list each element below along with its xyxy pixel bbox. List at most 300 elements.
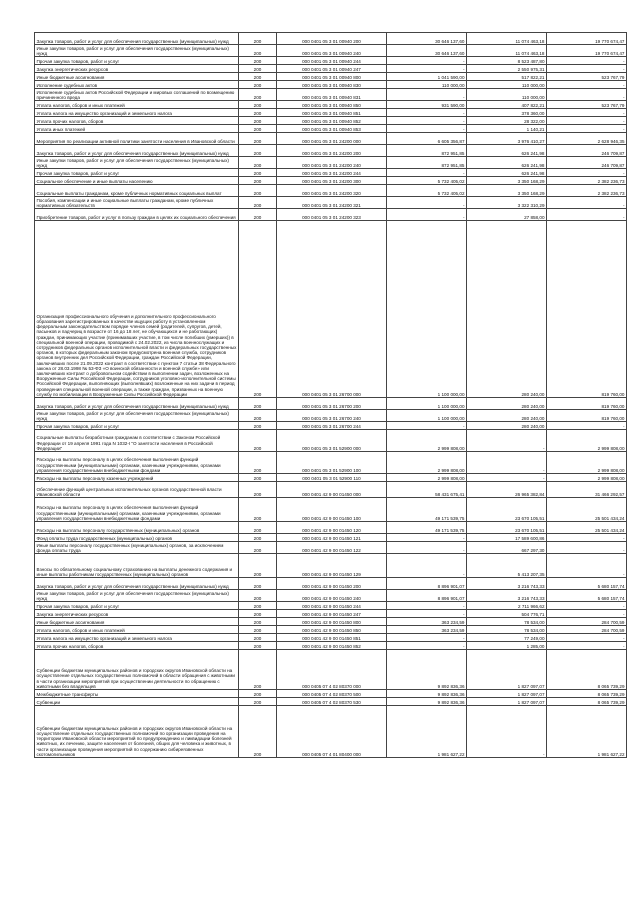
table-row: [35, 101, 627, 109]
row-name-cell: Приобретение товаров, работ и услуг в пользу граждан в целях их социального обеспечения: [35, 209, 239, 221]
row-approved-amount-cell: -: [387, 89, 467, 101]
row-executed-amount-cell: 26 965 382,84: [467, 482, 547, 498]
row-line-code-cell: 200: [239, 57, 277, 65]
row-classification-code-cell: 000 0401 05 3 01 00940 247: [277, 65, 387, 73]
row-unexecuted-amount-cell: -: [547, 610, 627, 618]
row-line-code-cell: 200: [239, 133, 277, 145]
row-executed-amount-cell: 3 976 410,27: [467, 133, 547, 145]
row-line-code-cell: 200: [239, 554, 277, 578]
row-executed-amount-cell: 667 297,30: [467, 542, 547, 554]
row-name-cell: Иные закупки товаров, работ и услуг для обеспечения государственных (муниципальных) нужд: [35, 410, 239, 422]
table-row: [35, 177, 627, 185]
row-unexecuted-amount-cell: 25 501 434,24: [547, 498, 627, 522]
row-approved-amount-cell: 363 234,59: [387, 618, 467, 626]
row-classification-code-cell: 000 0401 05 3 01 52900 110: [277, 474, 387, 482]
table-row: [35, 410, 627, 422]
row-approved-amount-cell: -: [387, 422, 467, 430]
row-line-code-cell: 200: [239, 65, 277, 73]
row-classification-code-cell: 000 0401 42 9 00 01450 240: [277, 590, 387, 602]
table-row: [35, 81, 627, 89]
row-name-cell: Закупка энергетических ресурсов: [35, 610, 239, 618]
table-row: [35, 57, 627, 65]
table-row: [35, 45, 627, 57]
row-line-code-cell: 200: [239, 698, 277, 706]
row-executed-amount-cell: 27 858,00: [467, 209, 547, 221]
table-row: [35, 109, 627, 117]
row-approved-amount-cell: 9 892 836,36: [387, 698, 467, 706]
row-name-cell: Расходы на выплаты персоналу в целях обеспечения выполнения функций государственными (муниципальными) органами, казенными учреждениями, органами управления государственными внебюджетными фондами: [35, 498, 239, 522]
row-name-cell: Исполнение судебных актов Российской Федерации и мировых соглашений по возмещению причиненного вреда: [35, 89, 239, 101]
row-line-code-cell: 200: [239, 197, 277, 209]
row-unexecuted-amount-cell: 523 767,79: [547, 73, 627, 81]
row-name-cell: Социальные выплаты безработным гражданам в соответствии с Законом Российской Федерации от 19 апреля 1991 года N 1032-I "О занятости населения в Российской Федерации": [35, 430, 239, 452]
row-executed-amount-cell: 280 240,00: [467, 422, 547, 430]
row-line-code-cell: 200: [239, 690, 277, 698]
table-row: [35, 73, 627, 81]
row-approved-amount-cell: -: [387, 542, 467, 554]
row-executed-amount-cell: 78 534,00: [467, 618, 547, 626]
row-classification-code-cell: 000 0401 42 9 00 01450 850: [277, 626, 387, 634]
row-classification-code-cell: 000 0401 42 9 00 01450 244: [277, 602, 387, 610]
row-line-code-cell: 200: [239, 610, 277, 618]
row-executed-amount-cell: 626 241,98: [467, 145, 547, 157]
row-line-code-cell: 200: [239, 209, 277, 221]
table-row: [35, 65, 627, 73]
row-approved-amount-cell: -: [387, 109, 467, 117]
row-line-code-cell: 200: [239, 482, 277, 498]
row-classification-code-cell: 000 0401 05 3 01 00940 244: [277, 57, 387, 65]
row-approved-amount-cell: -: [387, 197, 467, 209]
row-executed-amount-cell: 280 240,00: [467, 410, 547, 422]
row-executed-amount-cell: -: [467, 706, 547, 758]
table-row: [35, 626, 627, 634]
row-unexecuted-amount-cell: -: [547, 634, 627, 642]
row-line-code-cell: 200: [239, 422, 277, 430]
row-name-cell: Социальные выплаты гражданам, кроме публичных нормативных социальных выплат: [35, 185, 239, 197]
row-unexecuted-amount-cell: -: [547, 642, 627, 650]
row-line-code-cell: 200: [239, 81, 277, 89]
row-approved-amount-cell: 30 646 137,60: [387, 45, 467, 57]
row-unexecuted-amount-cell: -: [547, 534, 627, 542]
row-approved-amount-cell: -: [387, 642, 467, 650]
row-executed-amount-cell: 280 240,00: [467, 398, 547, 410]
row-approved-amount-cell: 1 041 590,00: [387, 73, 467, 81]
row-unexecuted-amount-cell: -: [547, 554, 627, 578]
row-classification-code-cell: 000 0401 05 3 01 00940 831: [277, 89, 387, 101]
table-row: [35, 169, 627, 177]
row-unexecuted-amount-cell: 2 999 808,00: [547, 474, 627, 482]
table-row: [35, 634, 627, 642]
row-executed-amount-cell: 3 216 743,33: [467, 578, 547, 590]
row-executed-amount-cell: 1 285,00: [467, 642, 547, 650]
row-line-code-cell: 200: [239, 45, 277, 57]
table-row: [35, 698, 627, 706]
row-executed-amount-cell: 3 350 168,29: [467, 177, 547, 185]
row-executed-amount-cell: 407 822,21: [467, 101, 547, 109]
table-row: [35, 498, 627, 522]
row-unexecuted-amount-cell: 5 680 157,74: [547, 578, 627, 590]
row-unexecuted-amount-cell: 2 382 236,73: [547, 185, 627, 197]
row-approved-amount-cell: -: [387, 554, 467, 578]
row-classification-code-cell: 000 0401 05 3 01 24200 300: [277, 177, 387, 185]
row-name-cell: Иные выплаты персоналу государственных (муниципальных) органов, за исключением фонда оплаты труда: [35, 542, 239, 554]
row-name-cell: Межбюджетные трансферты: [35, 690, 239, 698]
row-classification-code-cell: 000 0401 05 3 01 24200 323: [277, 209, 387, 221]
row-executed-amount-cell: 3 216 743,33: [467, 590, 547, 602]
table-row: [35, 221, 627, 398]
row-approved-amount-cell: 1 100 000,00: [387, 410, 467, 422]
row-executed-amount-cell: 77 249,00: [467, 634, 547, 642]
row-line-code-cell: 200: [239, 634, 277, 642]
row-unexecuted-amount-cell: 19 770 674,47: [547, 45, 627, 57]
row-name-cell: Расходы на выплаты персоналу государственных (муниципальных) органов: [35, 522, 239, 534]
table-row: [35, 650, 627, 690]
row-unexecuted-amount-cell: 523 767,79: [547, 101, 627, 109]
row-approved-amount-cell: 9 892 836,36: [387, 690, 467, 698]
row-classification-code-cell: 000 0401 05 3 01 26700 000: [277, 221, 387, 398]
table-row: [35, 554, 627, 578]
row-executed-amount-cell: 28 322,00: [467, 117, 547, 125]
row-unexecuted-amount-cell: -: [547, 89, 627, 101]
table-row: [35, 33, 627, 45]
row-classification-code-cell: 000 0401 42 9 00 01450 247: [277, 610, 387, 618]
row-name-cell: Иные закупки товаров, работ и услуг для обеспечения государственных (муниципальных) нужд: [35, 157, 239, 169]
row-unexecuted-amount-cell: 246 709,87: [547, 157, 627, 169]
row-classification-code-cell: 000 0405 07 4 02 80370 530: [277, 698, 387, 706]
row-approved-amount-cell: 5 732 405,02: [387, 185, 467, 197]
row-line-code-cell: 200: [239, 642, 277, 650]
table-row: [35, 117, 627, 125]
table-row: [35, 610, 627, 618]
row-name-cell: Закупка товаров, работ и услуг для обеспечения государственных (муниципальных) нужд: [35, 398, 239, 410]
row-classification-code-cell: 000 0401 05 3 01 00940 851: [277, 109, 387, 117]
row-unexecuted-amount-cell: 284 700,59: [547, 626, 627, 634]
row-name-cell: Закупка энергетических ресурсов: [35, 65, 239, 73]
row-approved-amount-cell: 8 896 901,07: [387, 590, 467, 602]
row-unexecuted-amount-cell: -: [547, 117, 627, 125]
row-classification-code-cell: 000 0405 07 4 01 80400 000: [277, 706, 387, 758]
row-unexecuted-amount-cell: -: [547, 81, 627, 89]
row-unexecuted-amount-cell: -: [547, 542, 627, 554]
row-line-code-cell: 200: [239, 534, 277, 542]
row-line-code-cell: 200: [239, 185, 277, 197]
row-executed-amount-cell: 626 241,98: [467, 169, 547, 177]
row-classification-code-cell: 000 0401 05 3 01 24200 320: [277, 185, 387, 197]
row-line-code-cell: 200: [239, 578, 277, 590]
row-line-code-cell: 200: [239, 398, 277, 410]
row-classification-code-cell: 000 0405 07 4 02 80370 500: [277, 690, 387, 698]
row-approved-amount-cell: -: [387, 209, 467, 221]
row-classification-code-cell: 000 0401 05 3 01 52900 100: [277, 452, 387, 474]
table-row: [35, 197, 627, 209]
row-name-cell: Организация профессионального обучения и дополнительного профессионального образования зарегистрированных в качестве ищущих работу в установленном федеральным законодательством порядке членов семей (родителей, супругов, детей, пасынков и падчериц в возрасте от 16 до 18 лет, не обучающихся и не работающих) граждан, принимающих участие (принимавших участие, в том числе погибших (умерших)) в специальной военной операции, проводимой с 24.02.2022, из числа военнослужащих и сотрудников федеральных органов исполнительной власти и федеральных государственных органов, в которых федеральным законом предусмотрена военная служба, сотрудников органов внутренних дел Российской Федерации, граждан Российской Федерации, заключивших после 21.09.2022 контракт в соответствии с пунктом 7 статьи 38 Федерального закона от 28.03.1998 № 53-ФЗ «О воинской обязанности и военной службе» или заключивших контракт о добровольном содействии в выполнении задач, возложенных на Вооруженные Силы Российской Федерации, сотрудников уголовно-исполнительной системы Российской Федерации, выполняющих (выполнявших) возложенные на них задачи в период проведения специальной военной операции, а также граждан, призванных на военную службу по мобилизации в Вооруженные Силы Российской Федерации: [35, 221, 239, 398]
row-approved-amount-cell: -: [387, 57, 467, 65]
row-name-cell: Исполнение судебных актов: [35, 81, 239, 89]
row-classification-code-cell: 000 0401 05 3 01 26700 200: [277, 398, 387, 410]
row-unexecuted-amount-cell: 2 999 808,00: [547, 430, 627, 452]
row-approved-amount-cell: 8 896 901,07: [387, 578, 467, 590]
row-classification-code-cell: 000 0401 05 3 01 24200 000: [277, 133, 387, 145]
row-classification-code-cell: 000 0401 42 9 00 01450 000: [277, 482, 387, 498]
row-executed-amount-cell: 110 000,00: [467, 89, 547, 101]
row-line-code-cell: 200: [239, 117, 277, 125]
row-classification-code-cell: 000 0401 42 9 00 01450 851: [277, 634, 387, 642]
row-unexecuted-amount-cell: -: [547, 197, 627, 209]
row-classification-code-cell: 000 0401 05 3 01 00940 240: [277, 45, 387, 57]
row-name-cell: Субвенции бюджетам муниципальных районов и городских округов Ивановской области на осуществление отдельных государственных полномочий в области обращения с животными в части организации мероприятий при осуществлении деятельности по обращению с животными без владельцев: [35, 650, 239, 690]
row-classification-code-cell: 000 0401 05 3 01 52900 000: [277, 430, 387, 452]
table-row: [35, 474, 627, 482]
row-approved-amount-cell: 9 892 836,36: [387, 650, 467, 690]
row-executed-amount-cell: 23 670 105,51: [467, 498, 547, 522]
table-row: [35, 145, 627, 157]
row-executed-amount-cell: 1 827 097,07: [467, 650, 547, 690]
row-approved-amount-cell: 2 999 808,00: [387, 474, 467, 482]
row-name-cell: Закупка товаров, работ и услуг для обеспечения государственных (муниципальных) нужд: [35, 578, 239, 590]
row-executed-amount-cell: 517 822,21: [467, 73, 547, 81]
row-approved-amount-cell: 5 732 405,02: [387, 177, 467, 185]
row-line-code-cell: 200: [239, 590, 277, 602]
table-row: [35, 398, 627, 410]
row-name-cell: Уплата налогов, сборов и иных платежей: [35, 101, 239, 109]
table-row: [35, 542, 627, 554]
row-name-cell: Обеспечение функций центральных исполнительных органов государственной власти Ивановской области: [35, 482, 239, 498]
row-line-code-cell: 200: [239, 618, 277, 626]
row-name-cell: Уплата прочих налогов, сборов: [35, 642, 239, 650]
row-approved-amount-cell: 6 605 356,87: [387, 133, 467, 145]
row-unexecuted-amount-cell: 8 065 739,29: [547, 690, 627, 698]
row-name-cell: Закупка товаров, работ и услуг для обеспечения государственных (муниципальных) нужд: [35, 145, 239, 157]
row-approved-amount-cell: 110 000,00: [387, 81, 467, 89]
row-unexecuted-amount-cell: 25 501 434,24: [547, 522, 627, 534]
row-name-cell: Иные бюджетные ассигнования: [35, 618, 239, 626]
row-executed-amount-cell: 11 074 463,18: [467, 45, 547, 57]
table-row: [35, 89, 627, 101]
row-classification-code-cell: 000 0401 42 9 00 01450 122: [277, 542, 387, 554]
row-unexecuted-amount-cell: -: [547, 57, 627, 65]
row-executed-amount-cell: 504 776,71: [467, 610, 547, 618]
row-executed-amount-cell: 1 827 097,07: [467, 690, 547, 698]
row-classification-code-cell: 000 0401 42 9 00 01450 120: [277, 522, 387, 534]
row-unexecuted-amount-cell: 2 382 236,73: [547, 177, 627, 185]
row-unexecuted-amount-cell: 246 709,87: [547, 145, 627, 157]
row-unexecuted-amount-cell: 8 065 739,29: [547, 698, 627, 706]
row-name-cell: Фонд оплаты труда государственных (муниципальных) органов: [35, 534, 239, 542]
row-approved-amount-cell: 2 999 808,00: [387, 430, 467, 452]
row-executed-amount-cell: 2 550 975,31: [467, 65, 547, 73]
table-row: [35, 618, 627, 626]
row-classification-code-cell: 000 0401 42 9 00 01450 129: [277, 554, 387, 578]
row-unexecuted-amount-cell: 819 760,00: [547, 398, 627, 410]
row-classification-code-cell: 000 0401 42 9 00 01450 200: [277, 578, 387, 590]
row-name-cell: Иные бюджетные ассигнования: [35, 73, 239, 81]
row-line-code-cell: 200: [239, 33, 277, 45]
row-approved-amount-cell: 872 951,85: [387, 145, 467, 157]
row-line-code-cell: 200: [239, 430, 277, 452]
row-approved-amount-cell: -: [387, 169, 467, 177]
row-approved-amount-cell: -: [387, 117, 467, 125]
row-approved-amount-cell: -: [387, 602, 467, 610]
table-row: [35, 602, 627, 610]
row-approved-amount-cell: -: [387, 125, 467, 133]
row-unexecuted-amount-cell: -: [547, 65, 627, 73]
row-executed-amount-cell: 23 670 105,51: [467, 522, 547, 534]
budget-execution-table: [34, 32, 627, 758]
row-approved-amount-cell: 49 171 539,75: [387, 522, 467, 534]
table-row: [35, 430, 627, 452]
table-row: [35, 125, 627, 133]
row-line-code-cell: 200: [239, 706, 277, 758]
row-approved-amount-cell: -: [387, 610, 467, 618]
row-unexecuted-amount-cell: -: [547, 422, 627, 430]
table-row: [35, 157, 627, 169]
row-executed-amount-cell: 110 000,00: [467, 81, 547, 89]
row-classification-code-cell: 000 0401 42 9 00 01450 852: [277, 642, 387, 650]
row-approved-amount-cell: 1 981 627,22: [387, 706, 467, 758]
row-classification-code-cell: 000 0401 42 9 00 01450 800: [277, 618, 387, 626]
row-executed-amount-cell: 3 322 310,29: [467, 197, 547, 209]
row-executed-amount-cell: -: [467, 474, 547, 482]
row-unexecuted-amount-cell: 2 999 808,00: [547, 452, 627, 474]
row-executed-amount-cell: 17 589 600,86: [467, 534, 547, 542]
row-name-cell: Прочая закупка товаров, работ и услуг: [35, 169, 239, 177]
row-approved-amount-cell: 872 951,85: [387, 157, 467, 169]
row-approved-amount-cell: -: [387, 634, 467, 642]
row-name-cell: Субвенции: [35, 698, 239, 706]
row-name-cell: Уплата прочих налогов, сборов: [35, 117, 239, 125]
row-classification-code-cell: 000 0405 07 4 02 80370 000: [277, 650, 387, 690]
table-row: [35, 706, 627, 758]
row-name-cell: Прочая закупка товаров, работ и услуг: [35, 602, 239, 610]
row-line-code-cell: 200: [239, 89, 277, 101]
row-line-code-cell: 200: [239, 602, 277, 610]
row-approved-amount-cell: -: [387, 65, 467, 73]
row-unexecuted-amount-cell: 8 065 739,29: [547, 650, 627, 690]
table-row: [35, 534, 627, 542]
row-line-code-cell: 200: [239, 410, 277, 422]
row-line-code-cell: 200: [239, 177, 277, 185]
row-approved-amount-cell: 2 999 808,00: [387, 452, 467, 474]
row-approved-amount-cell: 30 646 137,60: [387, 33, 467, 45]
row-classification-code-cell: 000 0401 05 3 01 24200 244: [277, 169, 387, 177]
row-line-code-cell: 200: [239, 498, 277, 522]
row-executed-amount-cell: 1 140,21: [467, 125, 547, 133]
row-line-code-cell: 200: [239, 169, 277, 177]
row-approved-amount-cell: 931 590,00: [387, 101, 467, 109]
row-name-cell: Прочая закупка товаров, работ и услуг: [35, 57, 239, 65]
row-unexecuted-amount-cell: 5 680 157,74: [547, 590, 627, 602]
row-name-cell: Уплата налогов, сборов и иных платежей: [35, 626, 239, 634]
row-name-cell: Взносы по обязательному социальному страхованию на выплаты денежного содержания и иные выплаты работникам государственных (муниципальных) органов: [35, 554, 239, 578]
row-executed-amount-cell: -: [467, 452, 547, 474]
table-row: [35, 185, 627, 197]
row-classification-code-cell: 000 0401 05 3 01 00940 830: [277, 81, 387, 89]
table-row: [35, 522, 627, 534]
row-approved-amount-cell: 49 171 539,75: [387, 498, 467, 522]
row-name-cell: Иные закупки товаров, работ и услуг для обеспечения государственных (муниципальных) нужд: [35, 590, 239, 602]
row-executed-amount-cell: 280 240,00: [467, 221, 547, 398]
row-executed-amount-cell: 378 360,00: [467, 109, 547, 117]
row-unexecuted-amount-cell: 1 981 627,22: [547, 706, 627, 758]
row-classification-code-cell: 000 0401 05 3 01 00940 200: [277, 33, 387, 45]
row-name-cell: Субвенции бюджетам муниципальных районов и городских округов Ивановской области на осуществление отдельных государственных полномочий по организации проведения на территории Ивановской области мероприятий по предупреждению и ликвидации болезней животных, их лечению, защите населения от болезней, общих для человека и животных, в части организации проведения мероприятий по содержанию сибиреязвенных скотомогильников: [35, 706, 239, 758]
row-line-code-cell: 200: [239, 145, 277, 157]
row-executed-amount-cell: 11 074 463,18: [467, 33, 547, 45]
table-row: [35, 578, 627, 590]
row-classification-code-cell: 000 0401 42 9 00 01450 121: [277, 534, 387, 542]
row-executed-amount-cell: -: [467, 430, 547, 452]
table-row: [35, 422, 627, 430]
row-unexecuted-amount-cell: -: [547, 169, 627, 177]
row-name-cell: Расходы на выплаты персоналу казенных учреждений: [35, 474, 239, 482]
row-name-cell: Социальное обеспечение и иные выплаты населению: [35, 177, 239, 185]
row-line-code-cell: 200: [239, 474, 277, 482]
row-line-code-cell: 200: [239, 650, 277, 690]
row-name-cell: Прочая закупка товаров, работ и услуг: [35, 422, 239, 430]
row-name-cell: Уплата налога на имущество организаций и земельного налога: [35, 109, 239, 117]
table-row: [35, 209, 627, 221]
row-name-cell: Пособия, компенсации и иные социальные выплаты гражданам, кроме публичных нормативных обязательств: [35, 197, 239, 209]
table-row: [35, 642, 627, 650]
table-row: [35, 482, 627, 498]
row-classification-code-cell: 000 0401 05 3 01 00940 853: [277, 125, 387, 133]
row-unexecuted-amount-cell: 31 466 292,57: [547, 482, 627, 498]
row-unexecuted-amount-cell: -: [547, 109, 627, 117]
row-line-code-cell: 200: [239, 125, 277, 133]
row-unexecuted-amount-cell: -: [547, 602, 627, 610]
row-line-code-cell: 200: [239, 73, 277, 81]
row-unexecuted-amount-cell: 819 760,00: [547, 410, 627, 422]
row-unexecuted-amount-cell: 819 760,00: [547, 221, 627, 398]
row-line-code-cell: 200: [239, 522, 277, 534]
row-classification-code-cell: 000 0401 05 3 01 24200 200: [277, 145, 387, 157]
row-approved-amount-cell: 1 100 000,00: [387, 398, 467, 410]
row-name-cell: Уплата иных платежей: [35, 125, 239, 133]
table-row: [35, 590, 627, 602]
row-classification-code-cell: 000 0401 05 3 01 00940 800: [277, 73, 387, 81]
table-row: [35, 452, 627, 474]
row-unexecuted-amount-cell: 284 700,59: [547, 618, 627, 626]
row-classification-code-cell: 000 0401 05 3 01 26700 240: [277, 410, 387, 422]
row-executed-amount-cell: 2 711 966,62: [467, 602, 547, 610]
row-classification-code-cell: 000 0401 05 3 01 24200 321: [277, 197, 387, 209]
row-executed-amount-cell: 1 827 097,07: [467, 698, 547, 706]
row-classification-code-cell: 000 0401 05 3 01 26700 244: [277, 422, 387, 430]
row-line-code-cell: 200: [239, 452, 277, 474]
row-unexecuted-amount-cell: -: [547, 209, 627, 221]
row-classification-code-cell: 000 0401 05 3 01 00940 850: [277, 101, 387, 109]
row-executed-amount-cell: 5 413 207,35: [467, 554, 547, 578]
row-line-code-cell: 200: [239, 157, 277, 169]
row-name-cell: Закупка товаров, работ и услуг для обеспечения государственных (муниципальных) нужд: [35, 33, 239, 45]
row-executed-amount-cell: 78 534,00: [467, 626, 547, 634]
row-unexecuted-amount-cell: 19 770 674,47: [547, 33, 627, 45]
row-name-cell: Расходы на выплаты персоналу в целях обеспечения выполнения функций государственными (муниципальными) органами, казенными учреждениями, органами управления государственными внебюджетными фондами: [35, 452, 239, 474]
row-classification-code-cell: 000 0401 42 9 00 01450 100: [277, 498, 387, 522]
row-line-code-cell: 200: [239, 109, 277, 117]
row-classification-code-cell: 000 0401 05 3 01 00940 852: [277, 117, 387, 125]
row-unexecuted-amount-cell: -: [547, 125, 627, 133]
row-approved-amount-cell: 363 234,59: [387, 626, 467, 634]
row-approved-amount-cell: 1 100 000,00: [387, 221, 467, 398]
row-name-cell: Мероприятия по реализации активной политики занятости населения в Ивановской области: [35, 133, 239, 145]
row-name-cell: Уплата налога на имущество организаций и земельного налога: [35, 634, 239, 642]
row-executed-amount-cell: 3 350 168,29: [467, 185, 547, 197]
row-name-cell: Иные закупки товаров, работ и услуг для обеспечения государственных (муниципальных) нужд: [35, 45, 239, 57]
row-line-code-cell: 200: [239, 221, 277, 398]
row-line-code-cell: 200: [239, 626, 277, 634]
row-line-code-cell: 200: [239, 542, 277, 554]
